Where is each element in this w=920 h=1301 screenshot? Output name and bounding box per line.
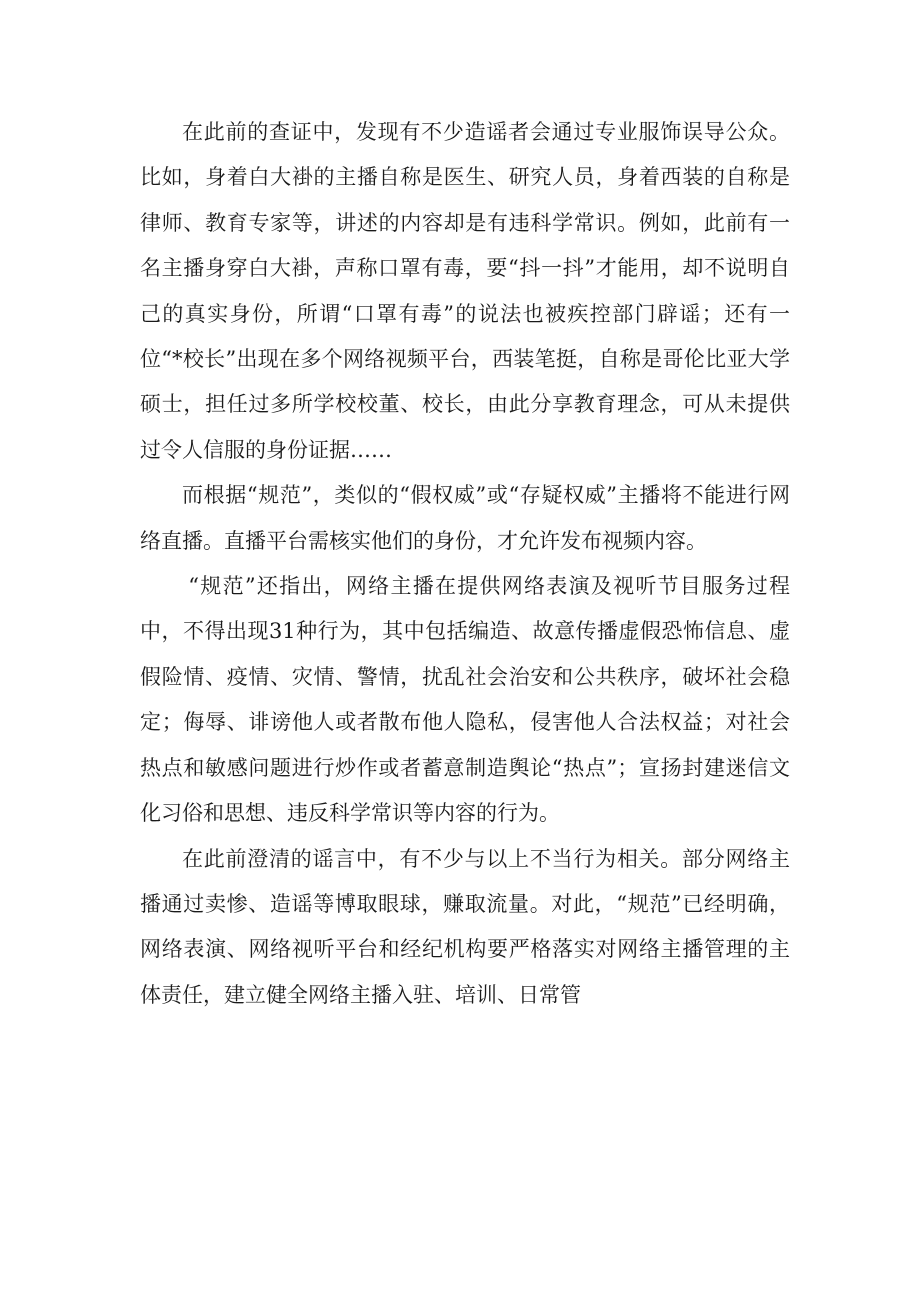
paragraph-fake-authority: 而根据“规范”，类似的“假权威”或“存疑权威”主播将不能进行网络直播。直播平台需核实他们的身份，才允许发布视频内容。 — [140, 483, 790, 553]
paragraph-prohibited-behaviors: “规范”还指出，网络主播在提供网络表演及视听节目服务过程中，不得出现31种行为，其中包括编造、故意传播虚假恐怖信息、虚假险情、疫情、灾情、警情，扰乱社会治安和公共秩序，破坏社会稳定；侮辱、诽谤他人或者散布他人隐私，侵害他人合法权益；对社会热点和敏感问题进行炒作或者蓄意制造舆论“热点”；宣扬封建迷信文化习俗和思想、违反科学常识等内容的行为。 — [140, 574, 790, 826]
paragraph-fake-credentials: 在此前的查证中，发现有不少造谣者会通过专业服饰误导公众。比如，身着白大褂的主播自称是医生、研究人员，身着西装的自称是律师、教育专家等，讲述的内容却是有违科学常识。例如，此前有一名主播身穿白大褂，声称口罩有毒，要“抖一抖”才能用，却不说明自己的真实身份，所谓“口罩有毒”的说法也被疾控部门辟谣；还有一位“*校长”出现在多个网络视频平台，西装笔挺，自称是哥伦比亚大学硕士，担任过多所学校校董、校长，由此分享教育理念，可从未提供过令人信服的身份证据…… — [140, 120, 790, 462]
paragraph-platform-responsibility: 在此前澄清的谣言中，有不少与以上不当行为相关。部分网络主播通过卖惨、造谣等博取眼球，赚取流量。对此，“规范”已经明确，网络表演、网络视听平台和经纪机构要严格落实对网络主播管理的主体责任，建立健全网络主播入驻、培训、日常管 — [140, 846, 790, 1007]
article-body — [140, 110, 790, 1018]
